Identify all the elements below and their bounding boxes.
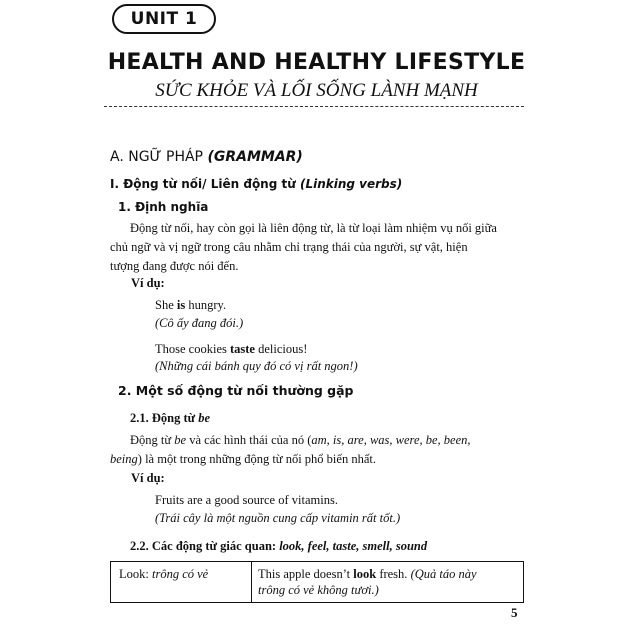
- unit-label: UNIT 1: [130, 9, 198, 29]
- be-line-1-a: Động từ: [130, 433, 175, 447]
- page-title: HEALTH AND HEALTHY LIFESTYLE: [107, 50, 526, 75]
- example-1-part-c: hungry.: [185, 298, 227, 312]
- be-heading-verb: be: [198, 411, 211, 425]
- be-line-1-c: và các hình thái của nó (: [186, 433, 312, 447]
- table-example-line-2: [258, 582, 517, 598]
- be-line-2-b: ) là một trong những động từ nối phổ biến nhất.: [137, 452, 376, 466]
- section-a-heading: [110, 149, 303, 165]
- example-label-1: Ví dụ:: [131, 276, 165, 290]
- section-a-text: A. NGỮ PHÁP: [110, 149, 208, 165]
- be-line-1-d: am, is, are, was, were, be, been,: [311, 433, 471, 447]
- table-row: [111, 562, 524, 603]
- example-2-translation: (Những cái bánh quy đó có vị rất ngon!): [155, 359, 358, 373]
- be-line-2: [110, 450, 524, 469]
- senses-table: [110, 561, 524, 603]
- example-2-sentence: [155, 342, 307, 357]
- unit-badge: [112, 4, 216, 34]
- table-example-translation-b: trông có vẻ không tươi.): [258, 583, 379, 597]
- table-example-verb: look: [353, 567, 377, 581]
- definition-line-3: tượng đang được nói đến.: [110, 259, 239, 273]
- section-i-heading: [110, 177, 402, 191]
- title-divider: [104, 106, 524, 107]
- section-i-text: I. Động từ nối/ Liên động từ: [110, 177, 300, 191]
- example-1-part-a: She: [155, 298, 177, 312]
- senses-heading: [130, 539, 427, 554]
- definition-paragraph: [110, 219, 524, 276]
- senses-heading-text: 2.2. Các động từ giác quan:: [130, 539, 280, 553]
- common-verbs-heading: 2. Một số động từ nối thường gặp: [118, 383, 354, 398]
- example-2-part-c: delicious!: [254, 342, 308, 356]
- definition-heading: 1. Định nghĩa: [118, 200, 209, 214]
- table-cell-example: [252, 562, 524, 603]
- example-2-verb: taste: [229, 342, 255, 356]
- section-i-english: (Linking verbs): [299, 177, 403, 191]
- page-number: 5: [511, 605, 518, 620]
- be-heading: [130, 411, 210, 426]
- example-2-part-a: Those cookies: [155, 342, 230, 356]
- be-example-translation: (Trái cây là một nguồn cung cấp vitamin rất tốt.): [155, 511, 401, 525]
- table-example-c: fresh.: [376, 567, 411, 581]
- section-a-english: (GRAMMAR): [207, 149, 303, 165]
- example-1-sentence: [155, 298, 226, 313]
- be-paragraph: [110, 431, 524, 469]
- be-example-sentence: Fruits are a good source of vitamins.: [155, 493, 338, 507]
- table-example-line-1: [258, 566, 517, 582]
- be-line-1-b: be: [174, 433, 187, 447]
- table-example-translation-a: (Quả táo này: [410, 567, 477, 581]
- be-heading-text: 2.1. Động từ: [130, 411, 199, 425]
- table-example-a: This apple doesn’t: [258, 567, 354, 581]
- example-1-translation: (Cô ấy đang đói.): [155, 316, 244, 330]
- example-label-2: Ví dụ:: [131, 471, 165, 485]
- table-cell-verb: [111, 562, 252, 603]
- be-line-1: [110, 431, 524, 450]
- verb-meaning: trông có vẻ: [151, 567, 209, 581]
- definition-line-1: Động từ nối, hay còn gọi là liên động từ, là từ loại làm nhiệm vụ nối giữa: [130, 221, 497, 235]
- definition-line-2: chủ ngữ và vị ngữ trong câu nhằm chỉ trạng thái của người, sự vật, hiện: [110, 240, 468, 254]
- senses-heading-verbs: look, feel, taste, smell, sound: [279, 539, 428, 553]
- page-subtitle: SỨC KHỎE VÀ LỐI SỐNG LÀNH MẠNH: [155, 80, 478, 101]
- be-line-2-a: being: [110, 452, 138, 466]
- verb-name: Look:: [119, 567, 152, 581]
- example-1-verb: is: [176, 298, 186, 312]
